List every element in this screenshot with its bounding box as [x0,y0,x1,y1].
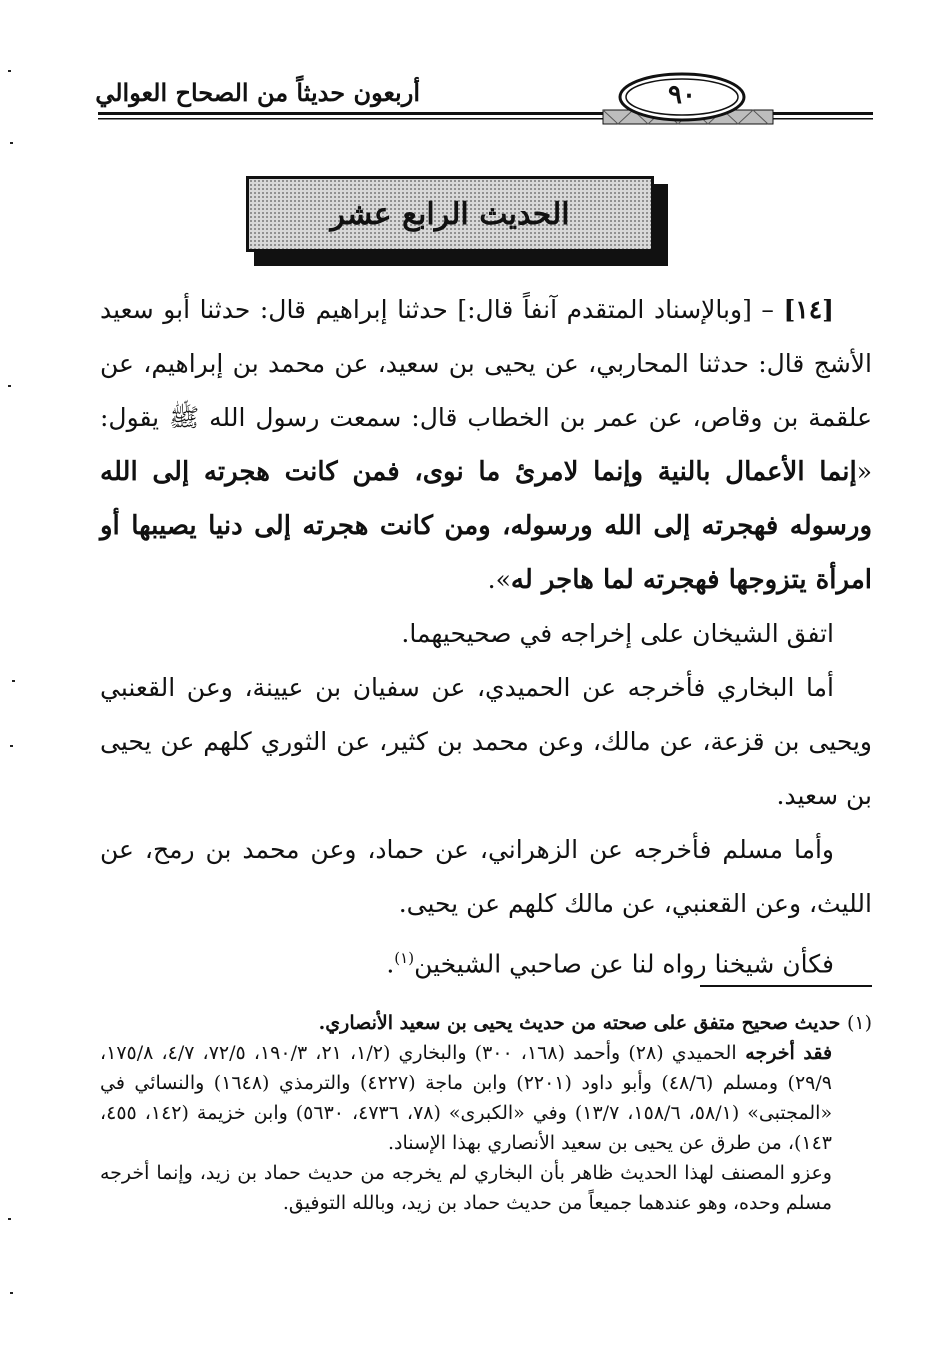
main-text [100,283,872,991]
scan-speck [10,745,13,747]
page-number: ٩٠ [668,80,696,110]
footnote-marker: (١) [846,1012,872,1034]
scan-speck [12,680,15,682]
header-rule [98,108,873,128]
footnote-separator [700,985,872,987]
isnad-paragraph [100,283,872,607]
isnad-text: – [وبالإسناد المتقدم آنفاً قال:] حدثنا إبراهيم قال: حدثنا أبو سعيد الأشج قال: حدثنا المحاربي، عن يحيى بن سعيد، عن محمد بن إبراهيم، عن علقمة بن وقاص، عن عمر بن الخطاب قال: سمعت رسول الله ﷺ يقول: « [100,295,872,486]
footnote-heading [100,1008,872,1038]
hadith-number: [١٤] [783,295,834,324]
matn-close: ». [487,565,511,594]
scan-speck [8,385,11,387]
conclusion-text: فكأن شيخنا رواه لنا عن صاحبي الشيخين [414,949,834,979]
footnote-attribution: وعزو المصنف لهذا الحديث ظاهر بأن البخاري لم يخرجه من حديث حماد بن زيد، وإنما أخرجه مسلم وحده، وهو عندهما جميعاً من حديث حماد بن زيد، وبالله التوفيق. [100,1162,832,1214]
scan-speck [10,1292,13,1294]
running-title: أربعون حديثاً من الصحاح العوالي [95,78,420,107]
footnote-heading-text: حديث صحيح متفق على صحته من حديث يحيى بن سعيد الأنصاري. [318,1012,847,1034]
footnote-detail-text: الحميدي (٢٨) وأحمد (١٦٨، ٣٠٠) والبخاري (١/٢، ٢١، ١٩٠/٣، ٧٢/٥، ٤/٧، ١٧٥/٨، ٢٩/٩) ومسلم (٤٨/٦) وأبو داود (٢٢٠١) وابن ماجة (٤٢٢٧) والترمذي (١٦٤٨) والنسائي في «المجتبى» (٥٨/١، ١٥٨/٦، ١٣/٧) وفي «الكبرى» (٧٨، ٤٧٣٦، ٥٦٣٠) وابن خزيمة (١٤٢، ٤٥٥، ١٤٣)، من طرق عن يحيى بن سعيد الأنصاري بهذا الإسناد. [100,1042,833,1154]
hadith-title: الحديث الرابع عشر [330,196,570,232]
footnote-lead: فقد أخرجه [736,1042,833,1064]
matn-text: إنما الأعمال بالنية وإنما لامرئ ما نوى، فمن كانت هجرته إلى الله ورسوله فهجرته إلى الله ورسوله، ومن كانت هجرته إلى دنيا يصيبها أو امرأة يتزوجها فهجرته لما هاجر له [100,457,872,595]
footnotes [100,1008,872,1218]
conclusion-paragraph [100,931,872,991]
muslim-paragraph: وأما مسلم فأخرجه عن الزهراني، عن حماد، وعن محمد بن رمح، عن الليث، وعن القعنبي، عن مالك كلهم عن يحيى. [100,835,872,918]
footnote-detail [100,1038,872,1158]
footnote-reference[interactable]: (١) [394,949,415,967]
agreement-paragraph: اتفق الشيخان على إخراجه في صحيحيهما. [401,619,834,648]
scan-speck [10,142,13,144]
scan-speck [8,1218,11,1220]
conclusion-end: . [386,949,395,979]
bukhari-paragraph: أما البخاري فأخرجه عن الحميدي، عن سفيان بن عيينة، وعن القعنبي ويحيى بن قزعة، عن مالك، وعن محمد بن كثير، عن الثوري كلهم عن يحيى بن سعيد. [100,673,872,810]
hadith-title-box [246,176,654,252]
scan-speck [8,70,11,72]
